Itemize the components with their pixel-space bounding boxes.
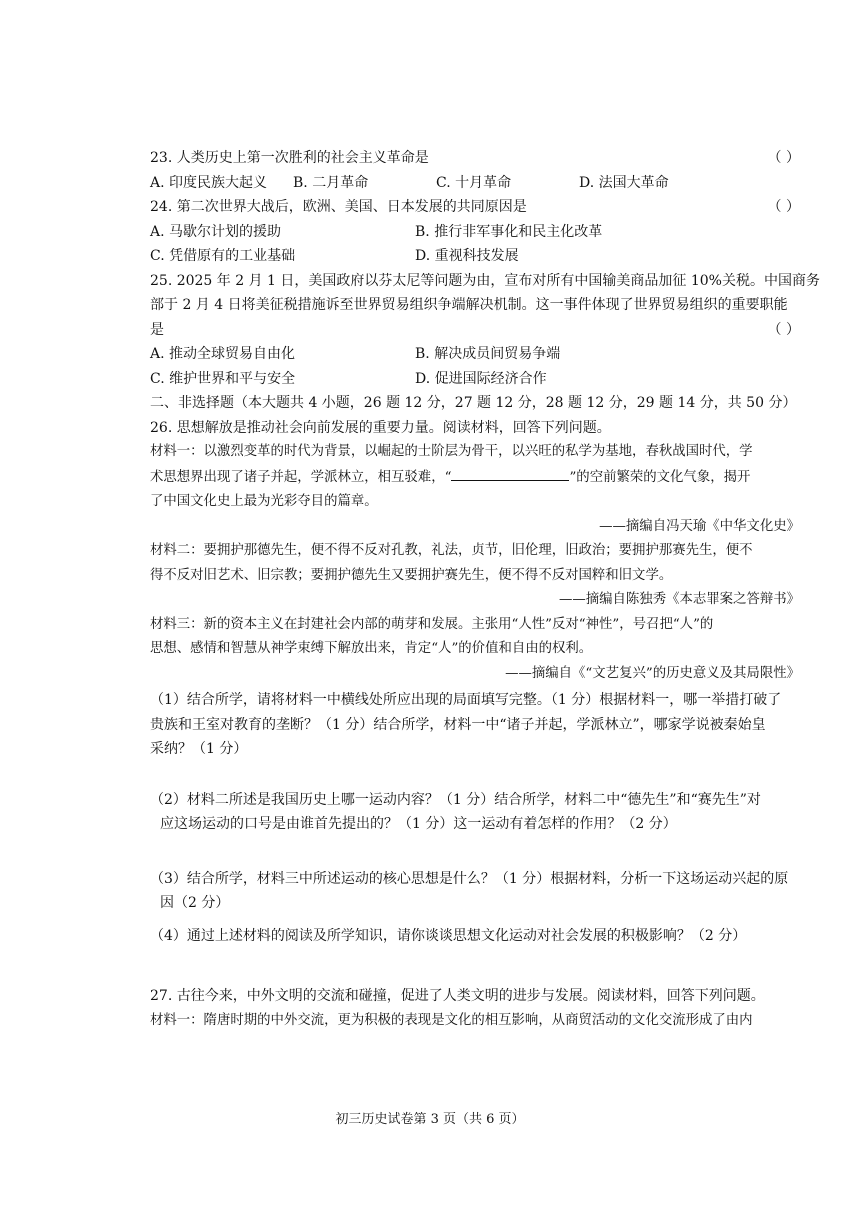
q26-material2-source: ——摘编自陈独秀《本志罪案之答辩书》 xyxy=(558,592,800,607)
q26-sub4: （4）通过上述材料的阅读及所学知识，请你谈谈思想文化运动对社会发展的积极影响？（2 分） xyxy=(150,927,747,944)
q26-sub1-line2: 贵族和王室对教育的垄断？（1 分）结合所学，材料一中“诸子并起，学派林立”，哪家学说被秦始皇 xyxy=(150,716,766,733)
q24-option-a: A. 马歇尔计划的援助 xyxy=(150,223,282,240)
q26-material1-line2 xyxy=(150,465,800,491)
q24-option-d: D. 重视科技发展 xyxy=(415,248,519,264)
q24-text: 24. 第二次世界大战后，欧洲、美国、日本发展的共同原因是 xyxy=(150,199,527,215)
q26-material1-line3: 了中国文化史上最为光彩夺目的篇章。 xyxy=(150,494,378,509)
q25-option-a: A. 推动全球贸易自由化 xyxy=(150,346,296,362)
q26-material3-line2: 思想、感情和智慧从神学束缚下解放出来，肯定“人”的价值和自由的权利。 xyxy=(150,641,593,656)
q26-material2-line1: 材料二：要拥护那德先生，便不得不反对孔教，礼法，贞节，旧伦理，旧政治；要拥护那赛先生，便不 xyxy=(150,543,753,558)
q24-stem xyxy=(150,195,800,220)
q27-intro: 27. 古往今来，中外文明的交流和碰撞，促进了人类文明的进步与发展。阅读材料，回答下列问题。 xyxy=(150,988,765,1004)
q25-text-end: 是 xyxy=(150,321,164,338)
q26-intro: 26. 思想解放是推动社会向前发展的重要力量。阅读材料，回答下列问题。 xyxy=(150,419,611,436)
q25-options-row2 xyxy=(150,367,800,392)
q25-stem-line1: 25. 2025 年 2 月 1 日，美国政府以芬太尼等问题为由，宣布对所有中国输美商品加征 10%关税。中国商务 xyxy=(150,272,820,289)
q24-answer-bracket: （ ） xyxy=(767,199,800,215)
q23-option-c: C. 十月革命 xyxy=(436,174,512,191)
q25-answer-bracket: （ ） xyxy=(767,321,800,338)
q26-material1-post: ”的空前繁荣的文化气象，揭开 xyxy=(569,469,751,485)
q23-text: 23. 人类历史上第一次胜利的社会主义革命是 xyxy=(150,150,429,166)
q25-stem-line2: 部于 2 月 4 日将美征税措施诉至世界贸易组织争端解决机制。这一事件体现了世界贸易组织的重要职能 xyxy=(150,297,788,313)
page-footer: 初三历史试卷第 3 页（共 6 页） xyxy=(335,1112,525,1127)
q26-material2-line2: 得不反对旧艺术、旧宗教；要拥护德先生又要拥护赛先生，便不得不反对国粹和旧文学。 xyxy=(150,567,673,583)
q26-material3-source: ——摘编自《“文艺复兴”的历史意义及其局限性》 xyxy=(505,665,800,681)
q25-stem-line3 xyxy=(150,318,800,343)
q27-material1-line1: 材料一：隋唐时期的中外交流，更为积极的表现是文化的相互影响，从商贸活动的文化交流形成了由内 xyxy=(150,1012,753,1028)
q23-option-a: A. 印度民族大起义 xyxy=(150,174,268,191)
q23-stem xyxy=(150,146,800,171)
q24-options-row1 xyxy=(150,220,800,245)
q26-sub2-line1: （2）材料二所述是我国历史上哪一运动内容？（1 分）结合所学，材料二中“德先生”和“赛先生”对 xyxy=(150,791,761,808)
q26-sub3-line2: 因（2 分） xyxy=(160,895,230,911)
q23-options xyxy=(150,171,800,196)
q25-option-b: B. 解决成员间贸易争端 xyxy=(415,346,561,362)
q23-option-b: B. 二月革命 xyxy=(293,174,369,191)
q25-options-row1 xyxy=(150,342,800,367)
q26-sub1-line1: （1）结合所学，请将材料一中横线处所应出现的局面填写完整。（1 分）根据材料一，哪一举措打破了 xyxy=(150,692,782,708)
q24-option-c: C. 凭借原有的工业基础 xyxy=(150,248,296,264)
q26-material1-source: ——摘编自冯天瑜《中华文化史》 xyxy=(599,518,800,534)
fill-in-blank[interactable] xyxy=(451,465,569,481)
q26-material3-line1: 材料三：新的资本主义在封建社会内部的萌芽和发展。主张用“人性”反对“神性”，号召把“人”的 xyxy=(150,616,714,632)
q23-option-d: D. 法国大革命 xyxy=(579,174,669,191)
q26-sub3-line1: （3）结合所学，材料三中所述运动的核心思想是什么？（1 分）根据材料，分析一下这场运动兴起的原 xyxy=(150,870,789,887)
section2-heading: 二、非选择题（本大题共 4 小题，26 题 12 分，27 题 12 分，28 题 12 分，29 题 14 分，共 50 分） xyxy=(150,395,797,411)
exam-page xyxy=(150,146,820,1033)
q26-sub1-line3: 采纳？（1 分） xyxy=(150,741,248,757)
q26-sub2-line2: 应这场运动的口号是由谁首先提出的？（1 分）这一运动有着怎样的作用？（2 分） xyxy=(160,816,677,832)
q23-answer-bracket: （ ） xyxy=(767,150,800,166)
q24-option-b: B. 推行非军事化和民主化改革 xyxy=(415,223,603,240)
q24-options-row2 xyxy=(150,244,800,269)
q26-material1-line1: 材料一：以激烈变革的时代为背景，以崛起的士阶层为骨干，以兴旺的私学为基地，春秋战国时代，学 xyxy=(150,444,753,459)
q25-option-c: C. 维护世界和平与安全 xyxy=(150,370,296,387)
q26-material1-pre: 术思想界出现了诸子并起，学派林立，相互驳难，“ xyxy=(150,469,452,485)
q25-option-d: D. 促进国际经济合作 xyxy=(415,370,547,387)
